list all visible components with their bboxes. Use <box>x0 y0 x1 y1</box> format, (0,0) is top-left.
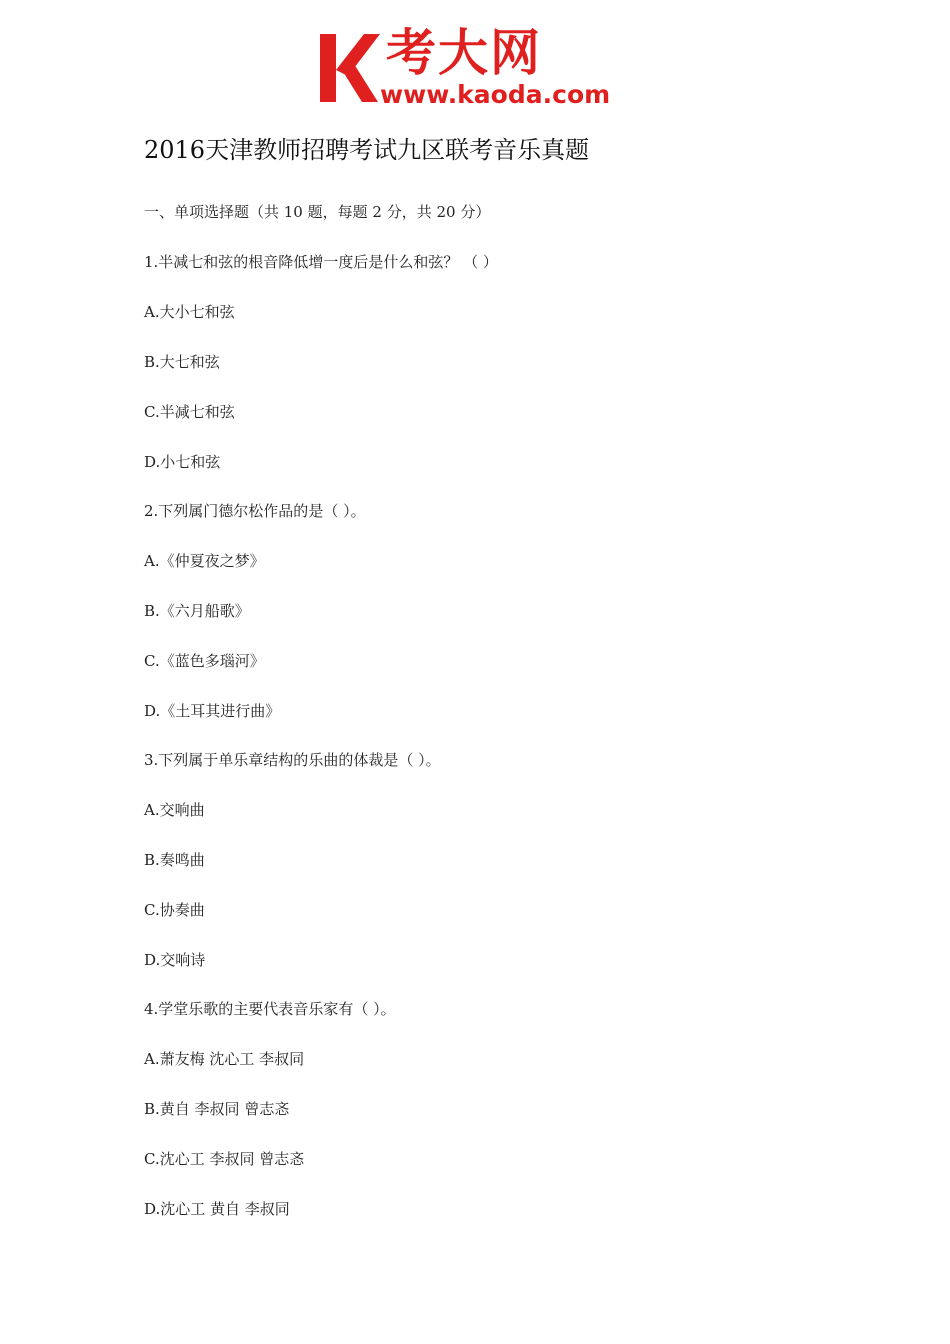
answer-option: B.黄自 李叔同 曾志忞 <box>144 1100 290 1118</box>
answer-option: C.沈心工 李叔同 曾志忞 <box>144 1150 305 1168</box>
logo-cn-text: 考大网 <box>386 24 542 82</box>
question-stem: 1.半减七和弦的根音降低增一度后是什么和弦？ （ ） <box>144 253 498 271</box>
answer-option: A.萧友梅 沈心工 李叔同 <box>144 1050 305 1068</box>
page-title: 2016天津教师招聘考试九区联考音乐真题 <box>144 136 590 164</box>
question-stem: 4.学堂乐歌的主要代表音乐家有（ ）。 <box>144 1000 396 1018</box>
answer-option: B.奏鸣曲 <box>144 851 205 869</box>
question-stem: 3.下列属于单乐章结构的乐曲的体裁是（ ）。 <box>144 751 441 769</box>
answer-option: D.《土耳其进行曲》 <box>144 702 281 720</box>
answer-option: C.《蓝色多瑙河》 <box>144 652 265 670</box>
answer-option: A.交响曲 <box>144 801 205 819</box>
answer-option: A.大小七和弦 <box>144 303 235 321</box>
answer-option: D.沈心工 黄自 李叔同 <box>144 1200 290 1218</box>
logo-k-icon <box>318 30 382 102</box>
answer-option: D.交响诗 <box>144 951 206 969</box>
question-stem: 2.下列属门德尔松作品的是（ ）。 <box>144 502 366 520</box>
answer-option: A.《仲夏夜之梦》 <box>144 552 265 570</box>
answer-option: C.协奏曲 <box>144 901 205 919</box>
logo-url-text: www.kaoda.com <box>380 80 611 109</box>
answer-option: D.小七和弦 <box>144 453 221 471</box>
answer-option: C.半减七和弦 <box>144 403 235 421</box>
kaoda-logo <box>318 26 640 110</box>
answer-option: B.《六月船歌》 <box>144 602 250 620</box>
answer-option: B.大七和弦 <box>144 353 220 371</box>
section-heading: 一、单项选择题（共 10 题，每题 2 分，共 20 分） <box>144 203 491 221</box>
